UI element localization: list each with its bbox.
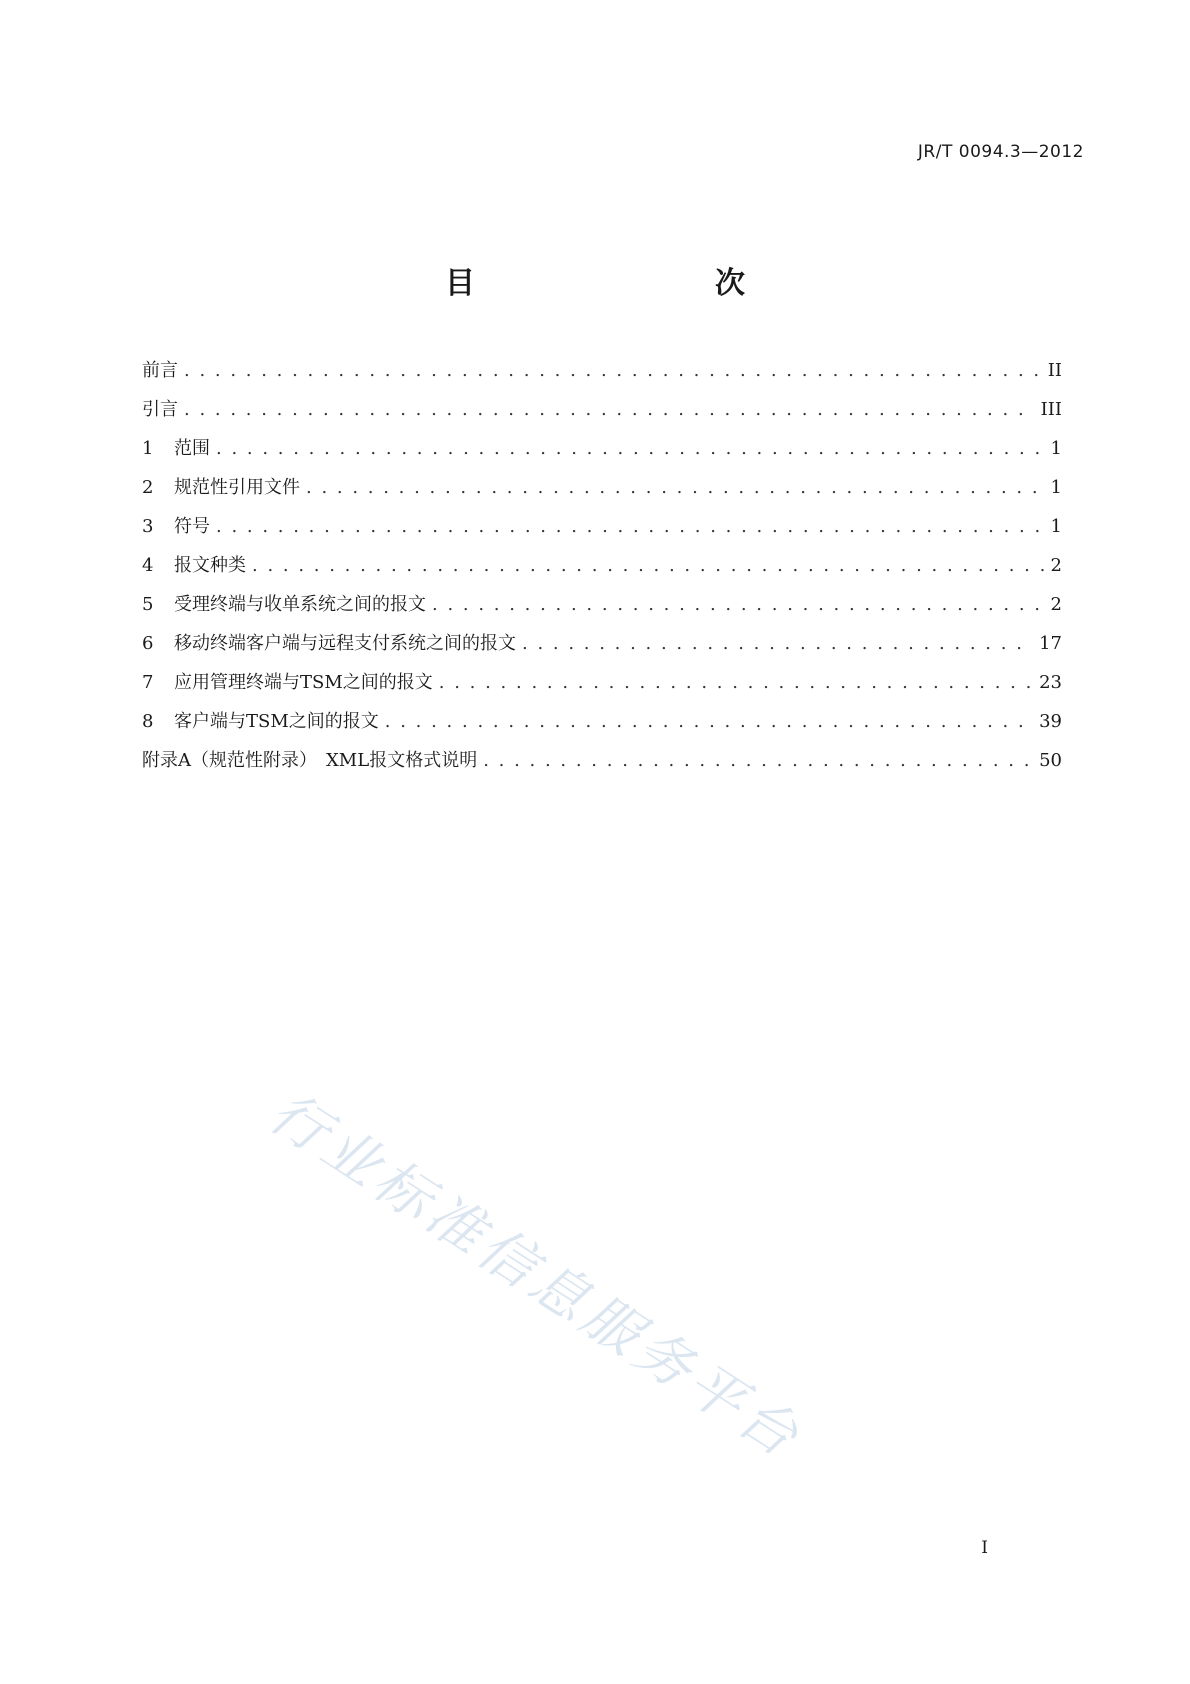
toc-leader-dots <box>306 477 1045 498</box>
toc-entry-label: 前言 <box>142 360 178 381</box>
toc-entry-page: II <box>1047 360 1062 381</box>
toc-entry[interactable] <box>142 434 1062 473</box>
toc-entry[interactable] <box>142 551 1062 590</box>
toc-entry-label: 符号 <box>174 516 210 537</box>
toc-entry-number: 3 <box>142 516 154 537</box>
toc-entry-page: 1 <box>1050 477 1062 498</box>
toc-entry-number: 7 <box>142 672 154 693</box>
toc-entry-number: 6 <box>142 633 154 654</box>
toc-leader-dots <box>522 633 1033 654</box>
toc-entry-label: 报文种类 <box>174 555 246 576</box>
toc-leader-dots <box>483 750 1033 771</box>
toc-entry[interactable] <box>142 668 1062 707</box>
toc-entry[interactable] <box>142 395 1062 434</box>
toc-leader-dots <box>252 555 1045 576</box>
toc-entry-label: 移动终端客户端与远程支付系统之间的报文 <box>174 633 516 654</box>
toc-leader-dots <box>184 360 1042 381</box>
toc-leader-dots <box>439 672 1033 693</box>
toc-leader-dots <box>184 399 1035 420</box>
toc-entry-page: 2 <box>1050 594 1062 615</box>
toc-entry-number: 4 <box>142 555 154 576</box>
toc-entry-page: 1 <box>1050 516 1062 537</box>
toc-entry-label: 受理终端与收单系统之间的报文 <box>174 594 426 615</box>
table-of-contents <box>142 356 1062 785</box>
toc-entry-number: 8 <box>142 711 154 732</box>
toc-entry[interactable] <box>142 707 1062 746</box>
toc-entry-page: III <box>1040 399 1062 420</box>
page-title: 目 次 <box>445 266 805 301</box>
toc-entry-page: 17 <box>1039 633 1062 654</box>
toc-leader-dots <box>216 438 1045 459</box>
toc-entry[interactable] <box>142 512 1062 551</box>
standard-code: JR/T 0094.3—2012 <box>917 142 1084 162</box>
toc-entry[interactable] <box>142 629 1062 668</box>
toc-entry-page: 39 <box>1039 711 1062 732</box>
toc-entry-label: 应用管理终端与TSM之间的报文 <box>174 672 433 693</box>
toc-entry[interactable] <box>142 356 1062 395</box>
toc-entry-label: 范围 <box>174 438 210 459</box>
toc-entry-page: 2 <box>1050 555 1062 576</box>
toc-entry-number: 2 <box>142 477 154 498</box>
toc-entry-page: 23 <box>1039 672 1062 693</box>
toc-entry-number: 5 <box>142 594 154 615</box>
toc-entry-label: 规范性引用文件 <box>174 477 300 498</box>
toc-entry[interactable] <box>142 746 1062 785</box>
watermark: 行业标准信息服务平台 <box>258 1080 814 1473</box>
toc-leader-dots <box>385 711 1033 732</box>
toc-entry-label: 附录A（规范性附录） XML报文格式说明 <box>142 750 478 771</box>
toc-entry[interactable] <box>142 590 1062 629</box>
toc-entry-label: 客户端与TSM之间的报文 <box>174 711 379 732</box>
page-number: I <box>981 1538 988 1558</box>
toc-entry-number: 1 <box>142 438 154 459</box>
toc-entry-label: 引言 <box>142 399 178 420</box>
toc-entry-page: 1 <box>1050 438 1062 459</box>
toc-entry[interactable] <box>142 473 1062 512</box>
toc-entry-page: 50 <box>1039 750 1062 771</box>
toc-leader-dots <box>432 594 1045 615</box>
toc-leader-dots <box>216 516 1045 537</box>
